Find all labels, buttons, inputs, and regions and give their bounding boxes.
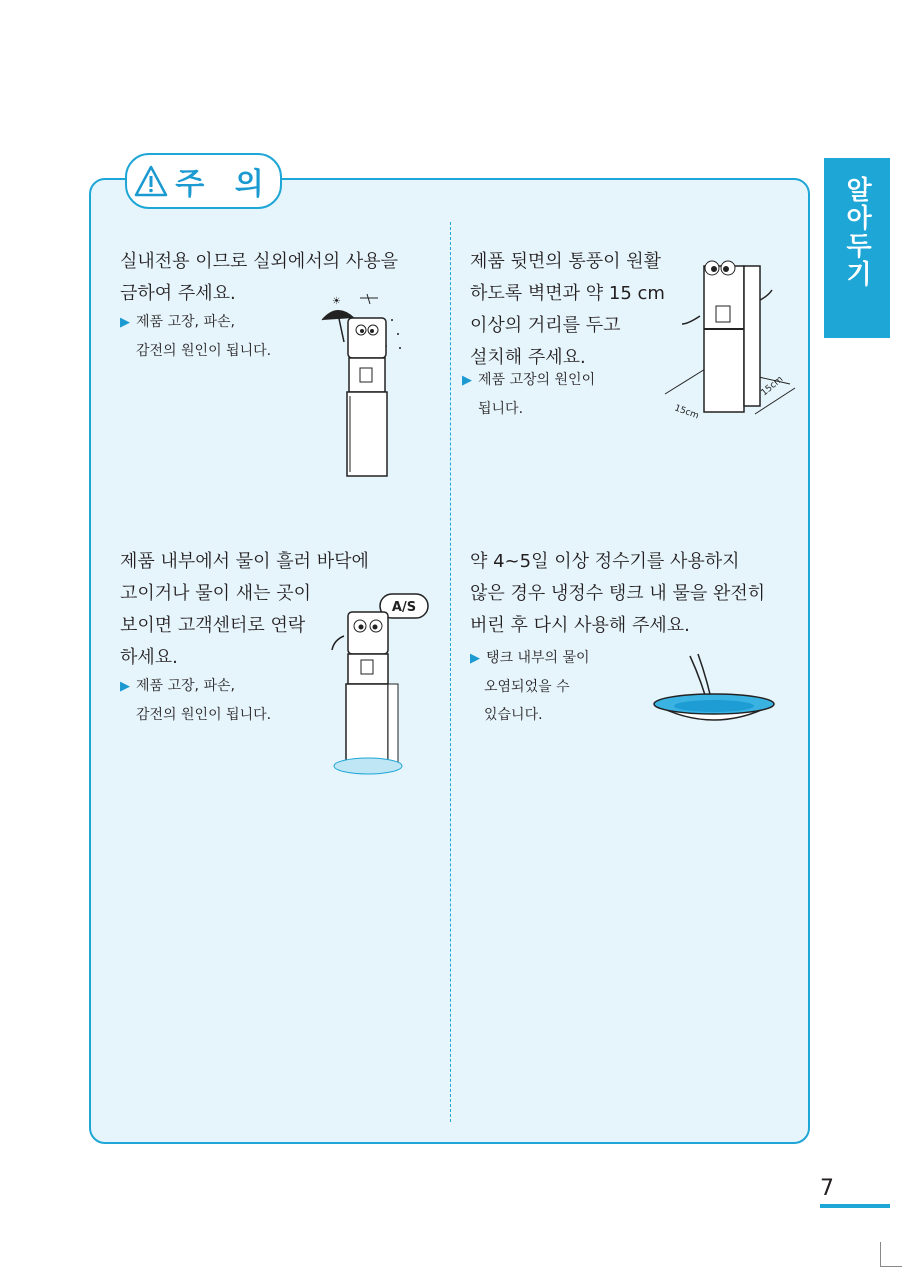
section-3-line: 보이면 고객센터로 연락: [120, 615, 306, 636]
side-section-tab: [824, 158, 890, 338]
caution-title: 주 의: [175, 167, 274, 202]
bowl-illustration: [650, 652, 778, 742]
section-1-line: 실내전용 이므로 실외에서의 사용을: [120, 251, 398, 272]
section-1-bullet-line: 제품 고장, 파손,: [136, 314, 235, 330]
clearance-label-right: 15cm: [759, 374, 786, 399]
section-2-line: 설치해 주세요.: [470, 347, 586, 368]
section-4-bullet-line: 탱크 내부의 물이: [486, 650, 590, 666]
section-1-bullet-line: 감전의 원인이 됩니다.: [136, 343, 272, 359]
svg-text:☀: ☀: [332, 296, 341, 307]
as-badge: A/S: [391, 600, 417, 615]
side-tab-label: 알아두기: [841, 176, 872, 288]
section-4-line: 약 4~5일 이상 정수기를 사용하지: [470, 551, 740, 572]
clearance-label-left: 15cm: [672, 403, 701, 422]
section-2-text: [470, 246, 665, 374]
bullet-arrow-icon: ▶: [120, 679, 130, 694]
section-4-bullet-line: 오염되었을 수: [484, 679, 570, 695]
section-2-bullet-line: 제품 고장의 원인이: [478, 372, 596, 388]
leak-purifier-illustration: [324, 590, 434, 780]
section-2-bullet: [462, 366, 595, 423]
section-3-line: 고이거나 물이 새는 곳이: [120, 583, 312, 604]
section-4-line: 버린 후 다시 사용해 주세요.: [470, 615, 690, 636]
section-3-line: 하세요.: [120, 647, 178, 668]
section-4-line: 않은 경우 냉정수 탱크 내 물을 완전히: [470, 583, 766, 604]
section-3-bullet-line: 감전의 원인이 됩니다.: [136, 707, 272, 723]
section-4-bullet: [470, 644, 590, 729]
bullet-arrow-icon: ▶: [462, 373, 472, 388]
column-divider: [450, 222, 451, 1122]
section-4-text: [470, 546, 765, 642]
outdoor-purifier-illustration: [312, 290, 412, 482]
section-2-line: 하도록 벽면과 약 15 cm: [470, 283, 665, 304]
section-2-bullet-line: 됩니다.: [478, 401, 524, 417]
section-3-line: 제품 내부에서 물이 흘러 바닥에: [120, 551, 369, 572]
page-number-underline: [820, 1204, 890, 1208]
section-1-line: 금하여 주세요.: [120, 283, 236, 304]
section-3-bullet: [120, 672, 271, 729]
warning-icon: [133, 164, 169, 198]
crop-mark: [880, 1266, 902, 1267]
bullet-arrow-icon: ▶: [120, 315, 130, 330]
wall-clearance-illustration: [660, 246, 800, 422]
caution-title-tab: [125, 153, 282, 209]
section-2-line: 이상의 거리를 두고: [470, 315, 621, 336]
section-2-line: 제품 뒷면의 통풍이 원활: [470, 251, 662, 272]
crop-mark: [880, 1242, 881, 1266]
page-number: 7: [820, 1176, 834, 1201]
section-4-bullet-line: 있습니다.: [484, 707, 543, 723]
section-1-bullet: [120, 308, 271, 365]
bullet-arrow-icon: ▶: [470, 651, 480, 666]
section-3-bullet-line: 제품 고장, 파손,: [136, 678, 235, 694]
